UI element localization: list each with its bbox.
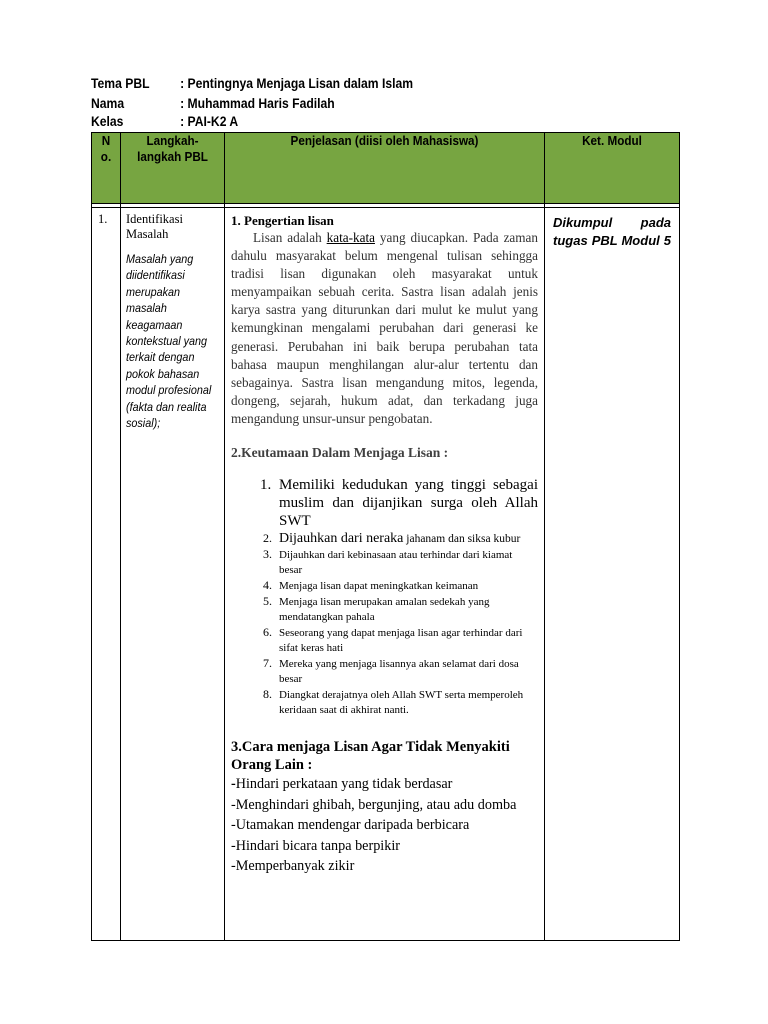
col-header-langkah: Langkah- langkah PBL xyxy=(121,133,225,204)
col-header-ket-modul: Ket. Modul xyxy=(545,133,680,204)
table-header-row xyxy=(92,133,680,204)
section3-title: 3.Cara menjaga Lisan Agar Tidak Menyakiti Orang Lain : xyxy=(231,739,510,774)
row-number: 1. xyxy=(92,208,121,941)
tema-value: : Pentingnya Menjaga Lisan dalam Islam xyxy=(180,76,414,91)
ket-modul-cell xyxy=(545,208,680,941)
tip-item: -Utamakan mendengar daripada berbicara xyxy=(231,817,470,834)
list-item: 2. Dijauhkan dari neraka jahanam dan siksa kubur xyxy=(275,530,538,547)
list-item: 3. Dijauhkan dari kebinasaan atau terhindar dari kiamat besar xyxy=(275,547,538,578)
col-header-penjelasan: Penjelasan (diisi oleh Mahasiswa) xyxy=(225,133,545,204)
benefits-list xyxy=(231,476,538,718)
list-item: 7. Mereka yang menjaga lisannya akan selamat dari dosa besar xyxy=(275,656,538,687)
section2-title: 2.Keutamaan Dalam Menjaga Lisan : xyxy=(231,445,449,461)
list-item: 8. Diangkat derajatnya oleh Allah SWT serta memperoleh keridaan saat di akhirat nanti. xyxy=(275,687,538,718)
step-description: Masalah yang diidentifikasi merupakan masalah keagamaan kontekstual yang terkait dengan pokok bahasan modul profesional (fakta dan realita sosial); xyxy=(126,252,212,431)
nama-value: : Muhammad Haris Fadilah xyxy=(180,96,335,111)
tip-item: -Menghindari ghibah, bergunjing, atau adu domba xyxy=(231,796,517,813)
list-item: 5. Menjaga lisan merupakan amalan sedekah yang mendatangkan pahala xyxy=(275,594,538,625)
section1-paragraph: Lisan adalah kata-kata yang diucapkan. Pada zaman dahulu masyarakat belum mengenal tulisan sehingga tradisi lisan digunakan oleh masyarakat untuk menyampaikan sebuah cerita. Sastra lisan adalah jenis karya sastra yang diturunkan dari mulut ke mulut yang kemungkinan mengalami perubahan dari generasi ke generasi. Perubahan ini baik berupa perubahan tata bahasa maupun menghilangan alur-alur tertentu dan sebagainya. Sastra lisan mengandung mitos, legenda, dongeng, sejarah, hukum adat, dan terkadang juga mengandung unsur-unsur pengobatan. xyxy=(231,230,538,426)
header-nama xyxy=(91,95,335,113)
kelas-value: : PAI-K2 A xyxy=(180,114,239,129)
list-item: 1. Memiliki kedudukan yang tinggi sebagai muslim dan dijanjikan surga oleh Allah SWT xyxy=(275,476,538,530)
step-title: Identifikasi Masalah xyxy=(126,212,183,241)
tip-item: -Hindari perkataan yang tidak berdasar xyxy=(231,776,453,793)
tip-item: -Hindari bicara tanpa berpikir xyxy=(231,837,400,854)
table-row xyxy=(92,208,680,941)
tip-item: -Memperbanyak zikir xyxy=(231,858,355,875)
ket-modul-text: Dikumpul pada tugas PBL Modul 5 xyxy=(553,215,671,248)
tema-label: Tema PBL xyxy=(91,76,150,91)
pbl-table xyxy=(91,132,680,941)
header-kelas xyxy=(91,113,238,131)
list-item: 6. Seseorang yang dapat menjaga lisan agar terhindar dari sifat keras hati xyxy=(275,625,538,656)
step-cell xyxy=(121,208,225,941)
nama-label: Nama xyxy=(91,96,125,111)
section1-title: 1. Pengertian lisan xyxy=(231,213,334,228)
underlined-term: kata-kata xyxy=(326,230,375,245)
tips-list xyxy=(231,774,538,877)
explanation-cell xyxy=(225,208,545,941)
kelas-label: Kelas xyxy=(91,114,124,129)
list-item: 4. Menjaga lisan dapat meningkatkan keimanan xyxy=(275,578,538,594)
col-header-no: N o. xyxy=(92,133,121,204)
header-tema xyxy=(91,75,413,93)
